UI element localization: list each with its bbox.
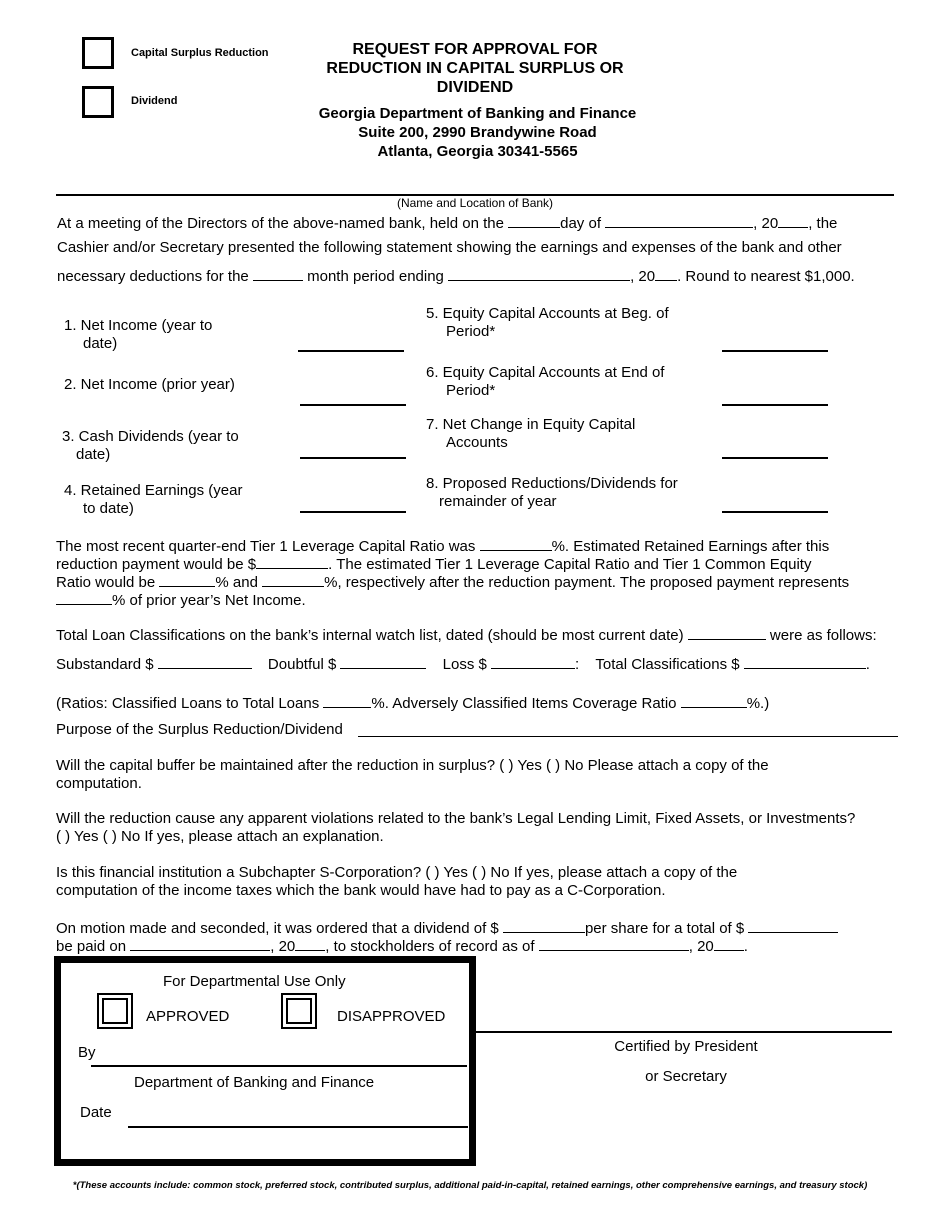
loans-line-1: [56, 625, 877, 645]
item-5-line-a: 5. Equity Capital Accounts at Beg. of: [426, 305, 669, 322]
dividend-per-share-field[interactable]: [503, 918, 585, 933]
doubtful-field[interactable]: [340, 654, 426, 669]
item-2-label: 2. Net Income (prior year): [64, 376, 235, 393]
substandard-field[interactable]: [158, 654, 252, 669]
item-3-label: [62, 428, 239, 464]
motion-line-1: [56, 918, 838, 938]
paid-on-date-field[interactable]: [130, 936, 270, 951]
retained-earnings-field[interactable]: [256, 554, 328, 569]
item-6-field[interactable]: [722, 404, 828, 406]
intro-text-3c: , 20: [630, 268, 656, 285]
item-5-label: [426, 305, 669, 341]
item-8-field[interactable]: [722, 511, 828, 513]
capital-surplus-label: Capital Surplus Reduction: [131, 47, 269, 59]
q2-line-b: ( ) Yes ( ) No If yes, please attach an explanation.: [56, 828, 384, 845]
tier1-leverage-field[interactable]: [159, 572, 215, 587]
item-8-line-a: 8. Proposed Reductions/Dividends for: [426, 475, 678, 492]
meeting-month-field[interactable]: [605, 213, 753, 228]
loss-field[interactable]: [491, 654, 575, 669]
intro-text-1b: day of: [560, 215, 601, 232]
q3-line-a: Is this financial institution a Subchapter S-Corporation? ( ) Yes ( ) No If yes, please attach a copy of the: [56, 864, 738, 881]
total-classifications-label: Total Classifications $: [595, 656, 740, 673]
by-label: By: [78, 1044, 96, 1061]
net-income-pct-field[interactable]: [56, 590, 112, 605]
item-6-line-a: 6. Equity Capital Accounts at End of: [426, 364, 665, 381]
tier1-line-1: [56, 536, 829, 556]
approved-checkbox[interactable]: [97, 993, 133, 1029]
watch-list-date-field[interactable]: [688, 625, 766, 640]
item-5-line-b: Period*: [446, 323, 496, 340]
motion-text-e: , to stockholders of record as of: [325, 938, 535, 955]
item-1-field[interactable]: [298, 350, 404, 352]
item-3-field[interactable]: [300, 457, 406, 459]
item-5-field[interactable]: [722, 350, 828, 352]
item-3-line-b: date): [76, 446, 111, 463]
item-1-label: [64, 317, 212, 353]
capital-surplus-checkbox[interactable]: [82, 37, 114, 69]
form-title: [290, 40, 660, 97]
tier1-text-f: % and: [215, 574, 258, 591]
item-4-label: [64, 482, 242, 518]
disapproved-checkbox[interactable]: [281, 993, 317, 1029]
q3-line-b: computation of the income taxes which the bank would have had to pay as a C-Corporation.: [56, 882, 666, 899]
disapproved-label: DISAPPROVED: [337, 1008, 446, 1025]
item-1-line-a: 1. Net Income (year to: [64, 317, 213, 334]
coverage-ratio-field[interactable]: [681, 693, 747, 708]
period-ending-field[interactable]: [448, 266, 630, 281]
meeting-year-field[interactable]: [778, 213, 808, 228]
classified-loans-ratio-field[interactable]: [323, 693, 371, 708]
intro-text-1c: , 20: [753, 215, 779, 232]
bank-line-caption: (Name and Location of Bank): [396, 196, 554, 210]
item-6-line-b: Period*: [446, 382, 496, 399]
footnote: *(These accounts include: common stock, preferred stock, contributed surplus, additional paid-in-capital, retained earnings, other comprehensive earnings, and treasury stock): [72, 1180, 868, 1191]
item-6-label: [426, 364, 664, 400]
intro-text-3a: necessary deductions for the: [57, 268, 249, 285]
doubtful-label: Doubtful $: [267, 656, 337, 673]
motion-text-g: .: [743, 938, 748, 955]
q2-line-a: Will the reduction cause any apparent violations related to the bank’s Legal Lending Limit, Fixed Assets, or Investments?: [56, 810, 856, 827]
loss-colon: :: [575, 656, 580, 673]
dividend-checkbox[interactable]: [82, 86, 114, 118]
dividend-total-field[interactable]: [748, 918, 838, 933]
tier1-text-h: % of prior year’s Net Income.: [112, 592, 306, 609]
address-line-2: Atlanta, Georgia 30341-5565: [377, 143, 578, 160]
loans-text-a: Total Loan Classifications on the bank’s internal watch list, dated (should be most current date): [56, 627, 684, 644]
question-capital-buffer: [56, 757, 769, 793]
title-line-1: REQUEST FOR APPROVAL FOR: [352, 41, 598, 58]
motion-text-a: On motion made and seconded, it was ordered that a dividend of $: [56, 920, 499, 937]
department-name: Georgia Department of Banking and Finance: [318, 105, 637, 122]
intro-text-1d: , the: [808, 215, 838, 232]
tier1-line-3: [56, 572, 849, 592]
question-s-corp: [56, 864, 737, 900]
tier1-ratio-field[interactable]: [480, 536, 552, 551]
loss-label: Loss $: [442, 656, 487, 673]
ratios-text-c: %.): [746, 695, 770, 712]
intro-line-1: [57, 213, 837, 233]
total-classifications-field[interactable]: [744, 654, 866, 669]
intro-text-3b: month period ending: [307, 268, 444, 285]
ratios-text-a: (Ratios: Classified Loans to Total Loans: [56, 695, 320, 712]
departmental-use-box: [54, 956, 476, 1166]
purpose-field[interactable]: [358, 736, 898, 737]
tier1-text-e: Ratio would be: [56, 574, 156, 591]
tier1-text-a: The most recent quarter-end Tier 1 Leverage Capital Ratio was: [56, 538, 476, 555]
date-label: Date: [80, 1104, 112, 1121]
motion-text-b: per share for a total of $: [584, 920, 745, 937]
substandard-label: Substandard $: [56, 656, 154, 673]
total-period: .: [865, 656, 870, 673]
tier1-text-g: %, respectively after the reduction payment. The proposed payment represents: [324, 574, 850, 591]
certified-caption-1: Certified by President: [614, 1038, 758, 1055]
period-year-field[interactable]: [655, 266, 677, 281]
dept-signature-caption: Department of Banking and Finance: [134, 1074, 375, 1091]
purpose-label: Purpose of the Surplus Reduction/Dividend: [56, 721, 343, 738]
intro-line-3: [57, 266, 855, 286]
address-line-1: Suite 200, 2990 Brandywine Road: [358, 124, 597, 141]
item-8-line-b: remainder of year: [439, 493, 557, 510]
tier1-text-d: . The estimated Tier 1 Leverage Capital Ratio and Tier 1 Common Equity: [328, 556, 812, 573]
tier1-line-2: [56, 554, 811, 574]
question-violations: [56, 810, 855, 846]
tier1-line-4: [56, 590, 306, 610]
dividend-label: Dividend: [131, 95, 178, 107]
q1-line-b: computation.: [56, 775, 142, 792]
q1-line-a: Will the capital buffer be maintained after the reduction in surplus? ( ) Yes ( ) No Please attach a copy of the: [56, 757, 769, 774]
item-4-line-b: to date): [83, 500, 134, 517]
motion-text-f: , 20: [688, 938, 714, 955]
item-8-label: [426, 475, 678, 511]
tier1-common-field[interactable]: [262, 572, 324, 587]
item-1-line-b: date): [83, 335, 118, 352]
item-4-line-a: 4. Retained Earnings (year: [64, 482, 243, 499]
intro-text-1a: At a meeting of the Directors of the above-named bank, held on the: [57, 215, 504, 232]
motion-text-c: be paid on: [56, 938, 127, 955]
item-7-field[interactable]: [722, 457, 828, 459]
ratios-text-b: %. Adversely Classified Items Coverage Ratio: [371, 695, 677, 712]
item-7-line-b: Accounts: [446, 434, 508, 451]
record-year-field[interactable]: [714, 936, 744, 951]
item-7-label: [426, 416, 635, 452]
loans-line-2: [56, 654, 870, 674]
certified-signature-field[interactable]: [476, 1031, 892, 1033]
date-field[interactable]: [128, 1126, 468, 1128]
item-4-field[interactable]: [300, 511, 406, 513]
motion-text-d: , 20: [270, 938, 296, 955]
paid-on-year-field[interactable]: [295, 936, 325, 951]
item-2-field[interactable]: [300, 404, 406, 406]
by-signature-field[interactable]: [91, 1065, 467, 1067]
item-3-line-a: 3. Cash Dividends (year to: [62, 428, 239, 445]
title-line-2: REDUCTION IN CAPITAL SURPLUS OR: [326, 60, 624, 77]
departmental-heading: For Departmental Use Only: [163, 973, 346, 990]
approved-label: APPROVED: [146, 1008, 230, 1025]
motion-line-2: [56, 936, 748, 956]
department-address: [270, 104, 685, 161]
ratios-line: [56, 693, 769, 713]
intro-line-2: Cashier and/or Secretary presented the following statement showing the earnings and expenses of the bank and other: [57, 239, 842, 256]
month-period-field[interactable]: [253, 266, 303, 281]
loans-text-b: were as follows:: [769, 627, 877, 644]
tier1-text-c: reduction payment would be $: [56, 556, 257, 573]
certified-caption-2: or Secretary: [645, 1068, 727, 1085]
intro-text-3d: . Round to nearest $1,000.: [677, 268, 855, 285]
item-7-line-a: 7. Net Change in Equity Capital: [426, 416, 636, 433]
title-line-3: DIVIDEND: [436, 79, 514, 96]
record-date-field[interactable]: [539, 936, 689, 951]
meeting-day-field[interactable]: [508, 213, 560, 228]
tier1-text-b: %. Estimated Retained Earnings after this: [551, 538, 830, 555]
